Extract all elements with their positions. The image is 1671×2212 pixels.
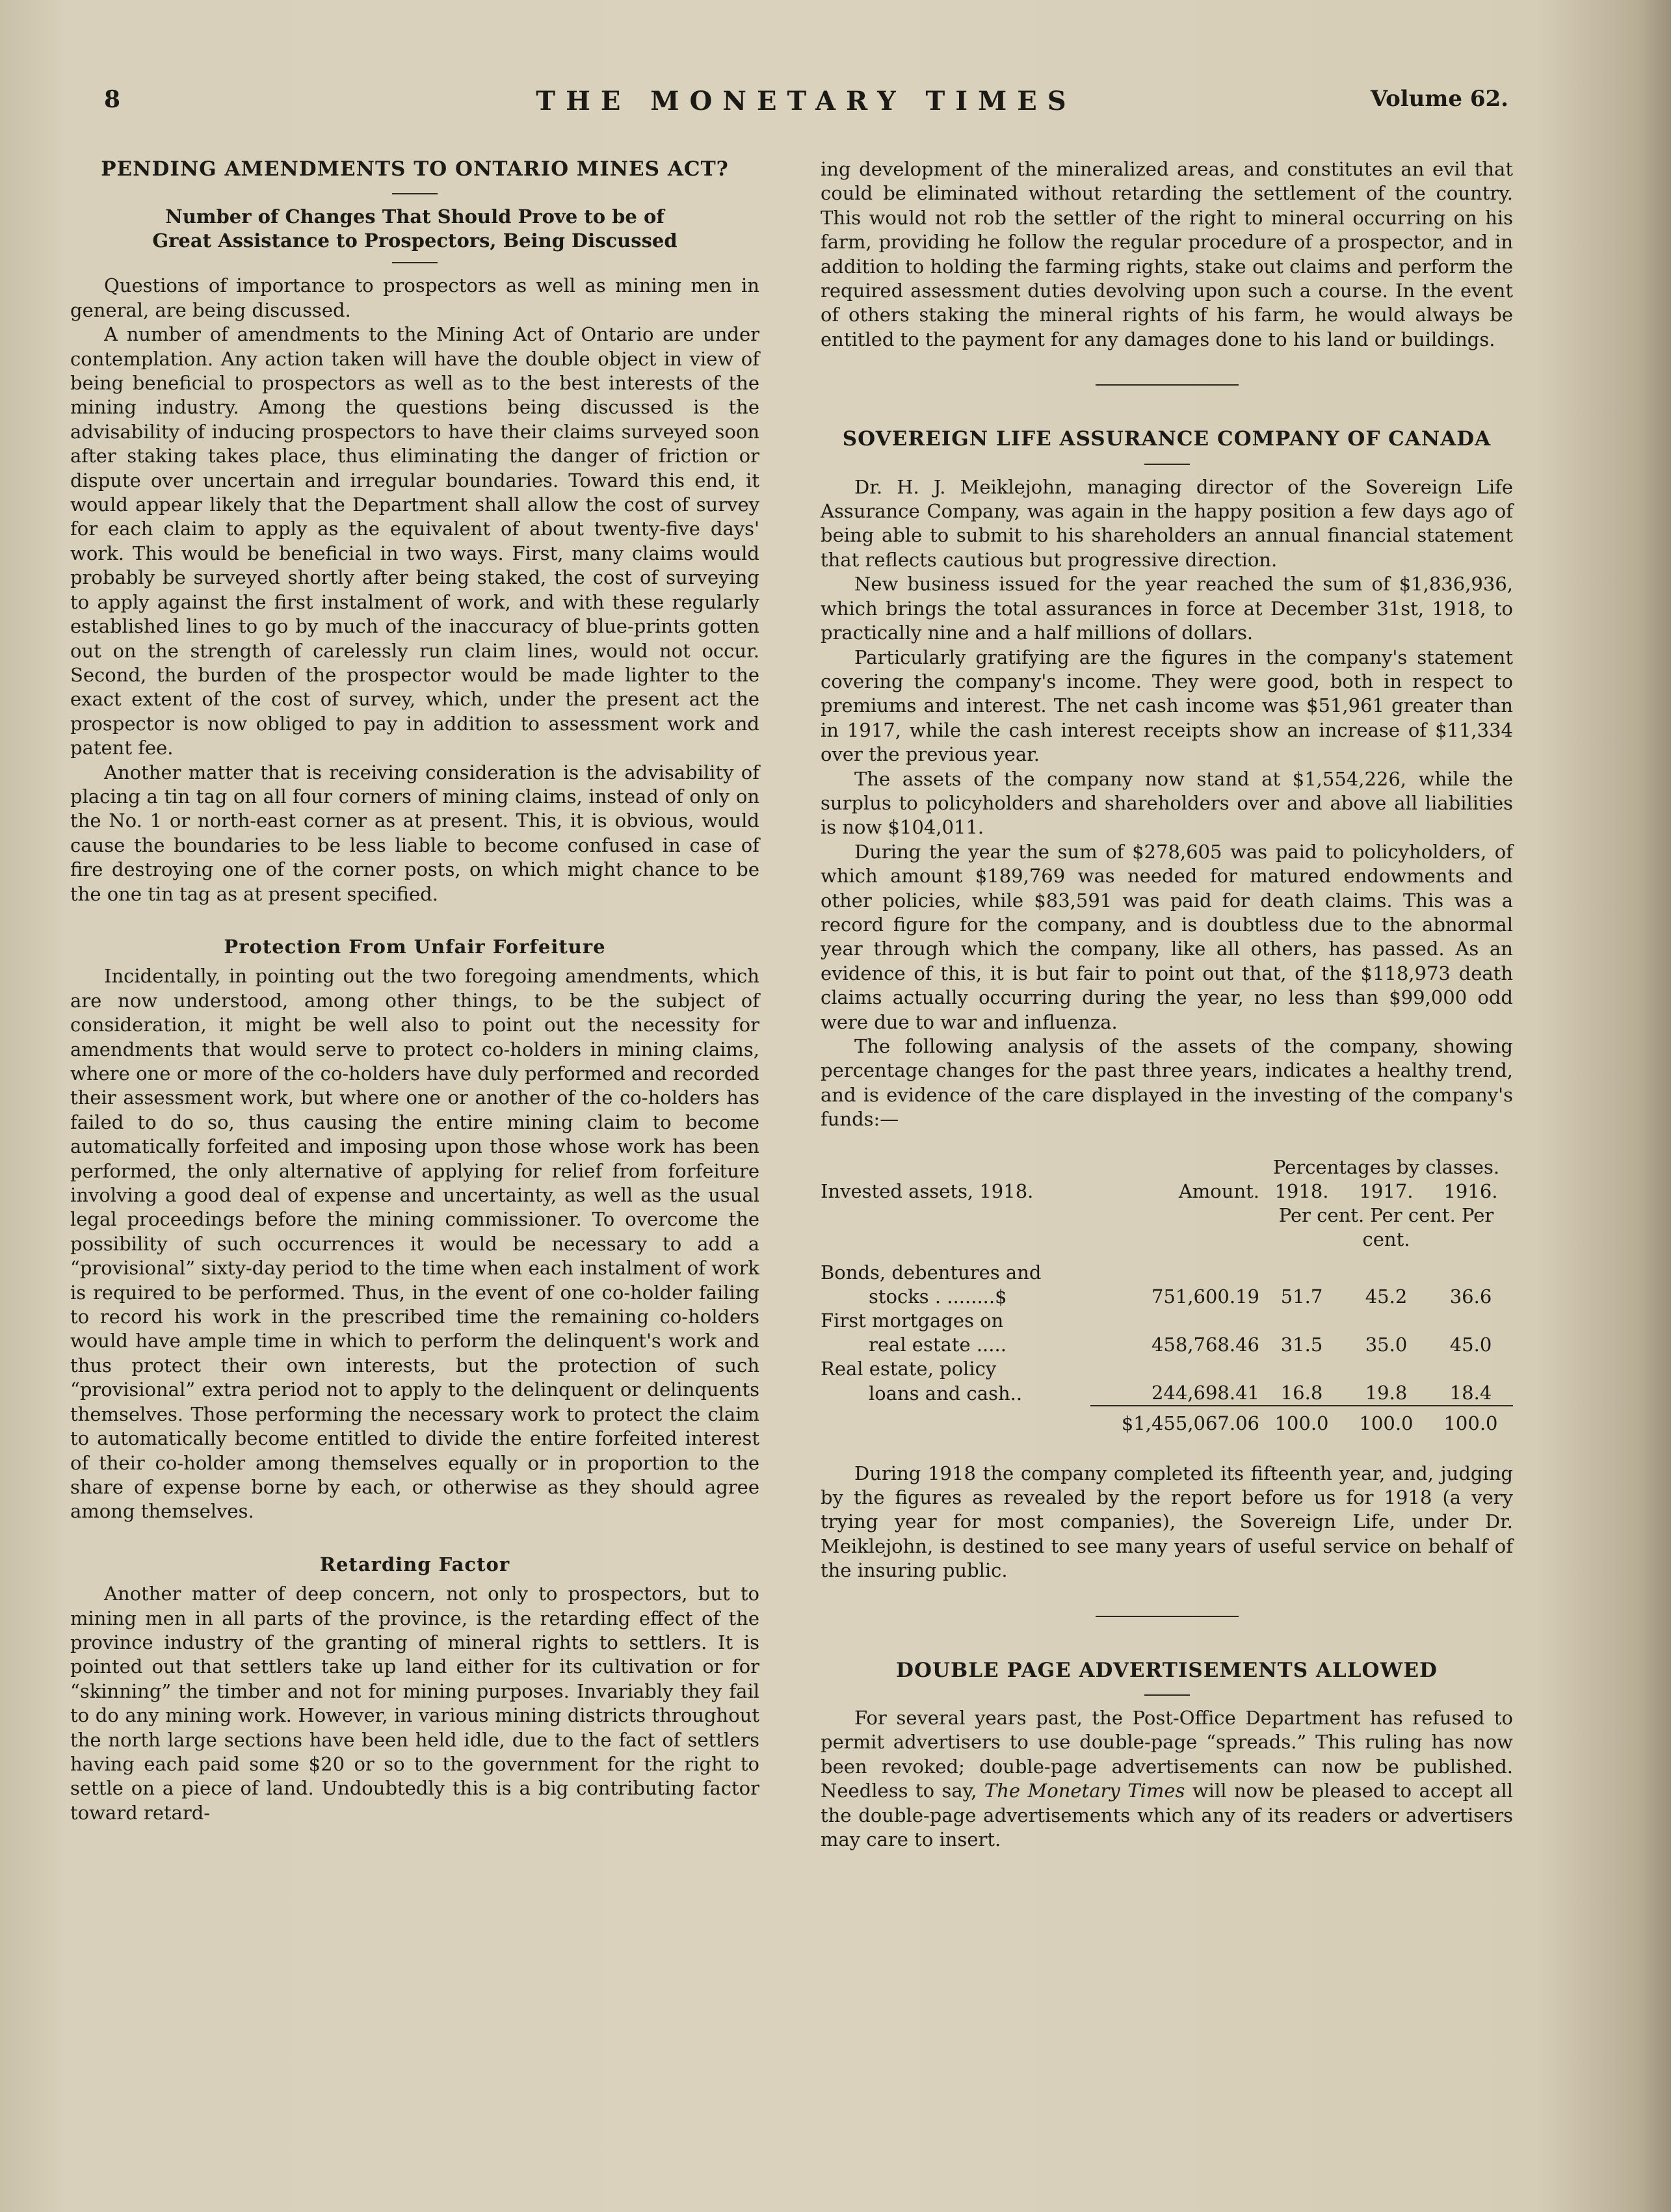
paragraph: The following analysis of the assets of the company, showing percentage changes for the past three years, indicates a healthy trend, and is evidence of the care displayed in the investing of the company's funds:— <box>821 1035 1513 1131</box>
table-group-header: Percentages by classes. <box>1272 1155 1500 1178</box>
table-row <box>821 1357 1513 1381</box>
row-label: real estate ..... <box>869 1333 1007 1356</box>
paragraph: Particularly gratifying are the figures in the company's statement covering the company's income. They were good, both in respect to premiums and interest. The net cash income was $51,961 greater than in 1917, while the cash interest receipts show an increase of $11,334 over the previous year. <box>821 646 1513 766</box>
row-pct-1918: 16.8 <box>1259 1381 1344 1406</box>
row-amount: 458,768.46 <box>1151 1333 1259 1356</box>
left-column <box>70 157 759 1825</box>
row-pct-1916: 45.0 <box>1449 1333 1492 1356</box>
row-pct-1917: 45.2 <box>1365 1285 1408 1308</box>
table-row <box>821 1285 1513 1309</box>
table-total-row <box>821 1406 1513 1436</box>
table-row <box>821 1381 1513 1406</box>
mines-article-title: PENDING AMENDMENTS TO ONTARIO MINES ACT? <box>101 157 729 181</box>
row-amount: 244,698.41 <box>1090 1381 1259 1406</box>
paragraph: A number of amendments to the Mining Act of Ontario are under contemplation. Any action taken will have the double object in view of being beneficial to prospectors as well as to the best interests of the mining industry. Among the questions being discussed is the advisability of inducing prospectors to have their claims surveyed soon after staking takes place, thus eliminating the danger of friction or dispute over uncertain and irregular boundaries. Toward this end, it would appear likely that the Department shall allow the cost of survey for each claim to apply as the equivalent of about twenty-five days' work. This would be beneficial in two ways. First, many claims would probably be surveyed shortly after being staked, the cost of surveying to apply against the first instalment of work, and with these regularly established lines to go by much of the inaccuracy of blue-prints gotten out on the strength of carelessly run claim lines, would not occur. Second, the burden of the prospector would be made lighter to the exact extent of the cost of survey, which, under the present act the prospector is now obliged to pay in addition to assessment work and patent fee. <box>70 323 759 759</box>
row-pct-1918: 51.7 <box>1280 1285 1323 1308</box>
table-row <box>821 1333 1513 1357</box>
table-header-row <box>821 1155 1513 1179</box>
row-label: loans and cash.. <box>869 1382 1023 1404</box>
divider <box>1144 464 1190 465</box>
running-header <box>104 86 1508 125</box>
volume-label: Volume 62. <box>1370 86 1508 112</box>
paragraph-text: will now be pleased to accept all the double-page advertisements which any of its readers or advertisers may care to insert. <box>821 1780 1513 1851</box>
table-col-year: 1916. <box>1443 1179 1498 1202</box>
section-heading-forfeiture: Protection From Unfair Forfeiture <box>224 935 606 958</box>
paragraph: The assets of the company now stand at $1,554,226, while the surplus to policyholders and shareholders over and above all liabilities is now $104,011. <box>821 767 1513 839</box>
sovereign-article-title: SOVEREIGN LIFE ASSURANCE COMPANY OF CANADA <box>842 427 1492 451</box>
paragraph: Another matter of deep concern, not only to prospectors, but to mining men in all parts of the province, is the retarding effect of the province industry of the granting of mineral rights to settlers. It is pointed out that settlers take up land either for its cultivation or for “skinning” the timber and not for mining purposes. Invariably they fail to do any mining work. However, in various mining districts throughout the north large sections have been held idle, due to the fact of settlers having each paid some $20 or so to the government for the right to settle on a piece of land. Undoubtedly this is a big contributing factor toward retard- <box>70 1583 759 1824</box>
article-separator <box>1096 384 1239 386</box>
section-heading-retarding: Retarding Factor <box>319 1553 510 1575</box>
paragraph: Another matter that is receiving consideration is the advisability of placing a tin tag on all four corners of mining claims, instead of only on the No. 1 or north-east corner as at present. This, it is obvious, would cause the boundaries to be less liable to become confused in case of fire destroying one of the corner posts, on which might chance to be the one tin tag as at present specified. <box>70 761 759 905</box>
table-col-year: 1918. <box>1274 1179 1329 1202</box>
table-col-year: 1917. <box>1359 1179 1414 1202</box>
row-label: First mortgages on <box>821 1309 1004 1332</box>
article-separator <box>1096 1616 1239 1617</box>
paragraph <box>821 1706 1513 1852</box>
table-row <box>821 1261 1513 1285</box>
total-pct-1916: 100.0 <box>1443 1412 1498 1434</box>
paragraph: Questions of importance to prospectors as well as mining men in general, are being discussed. <box>70 274 759 321</box>
row-pct-1917: 19.8 <box>1344 1381 1428 1406</box>
row-label: Bonds, debentures and <box>821 1261 1042 1284</box>
row-pct-1917: 35.0 <box>1365 1333 1408 1356</box>
publication-name: The Monetary Times <box>984 1780 1185 1802</box>
page-number: 8 <box>104 86 121 113</box>
ads-article-title: DOUBLE PAGE ADVERTISEMENTS ALLOWED <box>896 1658 1438 1682</box>
paragraph: During 1918 the company completed its fifteenth year, and, judging by the figures as revealed by the report before us for 1918 (a very trying year for most companies), the Sovereign Life, under Dr. Meiklejohn, is destined to see many years of useful service on behalf of the insuring public. <box>821 1462 1513 1582</box>
row-pct-1916: 36.6 <box>1449 1285 1492 1308</box>
paragraph: Dr. H. J. Meiklejohn, managing director of the Sovereign Life Assurance Company, was again in the happy position a few days ago of being able to submit to his shareholders an annual financial statement that reflects cautious but progressive direction. <box>821 475 1513 571</box>
row-pct-1916: 18.4 <box>1428 1381 1513 1406</box>
total-amount: $1,455,067.06 <box>1121 1412 1259 1434</box>
table-header-row <box>821 1204 1513 1261</box>
paragraph: During the year the sum of $278,605 was paid to policyholders, of which amount $189,769 was needed for matured endowments and other policies, while $83,591 was paid for death claims. This was a record figure for the company, and is doubtless due to the abnormal year through which the company, like all others, has passed. As an evidence of this, it is but fair to point out that, of the $118,973 death claims actually occurring during the year, no less than $99,000 odd were due to war and influenza. <box>821 840 1513 1033</box>
paragraph: Incidentally, in pointing out the two foregoing amendments, which are now understood, among other things, to be the subject of consideration, it might be well also to point out the necessity for amendments that would serve to protect co-holders in mining claims, where one or more of the co-holders have duly performed and recorded their assessment work, but where one or another of the co-holders has failed to do so, thus causing the entire mining claim to become automatically forfeited and imposing upon those whose work has been performed, the only alternative of applying for relief from forfeiture involving a good deal of expense and uncertainty, as well as the usual legal proceedings before the mining commissioner. To overcome the possibility of such occurrences it would be necessary to add a “provisional” sixty-day period to the time when each instalment of work is required to be performed. Thus, in the event of one co-holder failing to record his work in the prescribed time the remaining co-holders would have ample time in which to perform the delinquent's work and thus protect their own interests, but the protection of such “provisional” extra period not to apply to the delinquent or delinquents themselves. Those performing the necessary work to protect the claim to automatically become entitled to divide the entire forfeited interest of their co-holder among themselves equally or in proportion to the share of expense borne by each, or otherwise as they should agree among themselves. <box>70 965 759 1523</box>
table-row <box>821 1309 1513 1333</box>
assets-table <box>821 1155 1513 1436</box>
table-col-label: Invested assets, 1918. <box>821 1179 1034 1202</box>
table-units: Per cent. Per cent. Per cent. <box>1278 1204 1494 1250</box>
paragraph: New business issued for the year reached the sum of $1,836,936, which brings the total assurances in force at December 31st, 1918, to practically nine and a half millions of dollars. <box>821 573 1513 644</box>
paragraph-text: For several years past, the Post-Office Department has refused to permit advertisers to use double-page “spreads.” This ruling has now been revoked; double-page advertisements can now be published. Needless to say, <box>821 1707 1513 1802</box>
table-header-row <box>821 1179 1513 1204</box>
paragraph-continued: ing development of the mineralized areas, and constitutes an evil that could be eliminated without retarding the settlement of the country. This would not rob the settler of the right to mineral occurring on his farm, providing he follow the regular procedure of a prospector, and in addition to holding the farming rights, stake out claims and perform the required assessment duties devolving upon such a course. In the event of others staking the mineral rights of his farm, he would always be entitled to the payment for any damages done to his land or buildings. <box>821 158 1513 350</box>
divider <box>1144 1694 1190 1696</box>
divider <box>392 193 438 194</box>
mines-article-subtitle: Number of Changes That Should Prove to be of Great Assistance to Prospectors, Being Discussed <box>152 205 678 252</box>
total-pct-1917: 100.0 <box>1359 1412 1414 1434</box>
row-pct-1918: 31.5 <box>1280 1333 1323 1356</box>
row-label: Real estate, policy <box>821 1357 997 1380</box>
divider <box>392 262 438 263</box>
masthead-title: THE MONETARY TIMES <box>536 86 1077 116</box>
row-amount: 751,600.19 <box>1151 1285 1259 1308</box>
row-label: stocks . ........$ <box>869 1285 1007 1308</box>
right-column <box>821 157 1513 1852</box>
total-pct-1918: 100.0 <box>1274 1412 1329 1434</box>
table-col-amount: Amount. <box>1178 1179 1259 1202</box>
